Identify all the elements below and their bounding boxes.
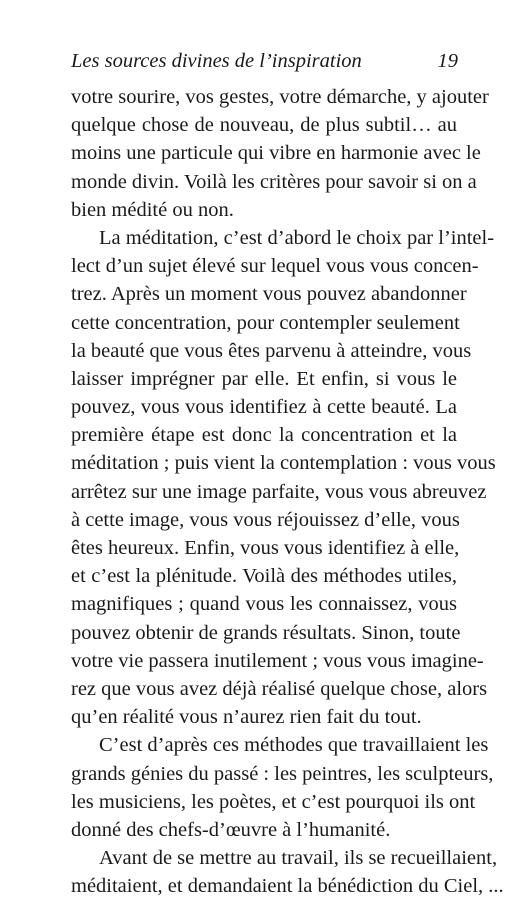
text-line: monde divin. Voilà les critères pour savoir si on a (71, 170, 477, 193)
text-line: à cette image, vous vous réjouissez d’elle, vous (71, 508, 460, 531)
text-line: Avant de se mettre au travail, ils se recueillaient, (99, 847, 498, 870)
running-header (71, 48, 458, 74)
text-line: votre sourire, vos gestes, votre démarche, y ajouter (71, 86, 489, 108)
text-line: votre vie passera inutilement ; vous vous imagine- (71, 649, 484, 672)
text-line: cette concentration, pour contempler seulement (71, 311, 460, 334)
text-line: grands génies du passé : les peintres, les sculpteurs, (71, 762, 494, 785)
text-line: arrêtez sur une image parfaite, vous vous abreuvez (71, 480, 487, 503)
text-line: êtes heureux. Enfin, vous vous identifiez à elle, (71, 537, 460, 559)
text-line: les musiciens, les poètes, et c’est pourquoi ils ont (71, 790, 476, 813)
text-line: pouvez obtenir de grands résultats. Sinon, toute (71, 621, 461, 644)
page-number: 19 (437, 50, 458, 72)
text-line: moins une particule qui vibre en harmonie avec le (71, 142, 481, 165)
text-line: méditation ; puis vient la contemplation : vous vous (71, 452, 496, 475)
text-line: La méditation, c’est d’abord le choix par l’intel- (99, 226, 495, 249)
text-line: première étape est donc la concentration et la (71, 424, 457, 447)
text-line: lect d’un sujet élevé sur lequel vous vous concen- (71, 255, 479, 278)
running-title: Les sources divines de l’inspiration (71, 50, 362, 72)
text-line: rez que vous avez déjà réalisé quelque chose, alors (71, 677, 488, 700)
text-line: C’est d’après ces méthodes que travaillaient les (99, 734, 489, 757)
text-line: quelque chose de nouveau, de plus subtil… au (71, 114, 457, 137)
text-line: et c’est la plénitude. Voilà des méthodes utiles, (71, 565, 457, 588)
text-line: trez. Après un moment vous pouvez abandonner (71, 283, 467, 306)
text-line: méditaient, et demandaient la bénédiction du Ciel, ... (71, 875, 504, 898)
text-line: pouvez, vous vous identifiez à cette beauté. La (71, 396, 457, 419)
text-line: qu’en réalité vous n’aurez rien fait du tout. (71, 706, 422, 729)
text-line: donné des chefs-d’œuvre à l’humanité. (71, 818, 391, 841)
text-line: magnifiques ; quand vous les connaissez, vous (71, 593, 457, 616)
text-line: la beauté que vous êtes parvenu à atteindre, vous (71, 339, 472, 362)
body-text (71, 83, 504, 900)
text-line: laisser imprégner par elle. Et enfin, si vous le (71, 367, 457, 390)
text-line: bien médité ou non. (71, 198, 234, 221)
